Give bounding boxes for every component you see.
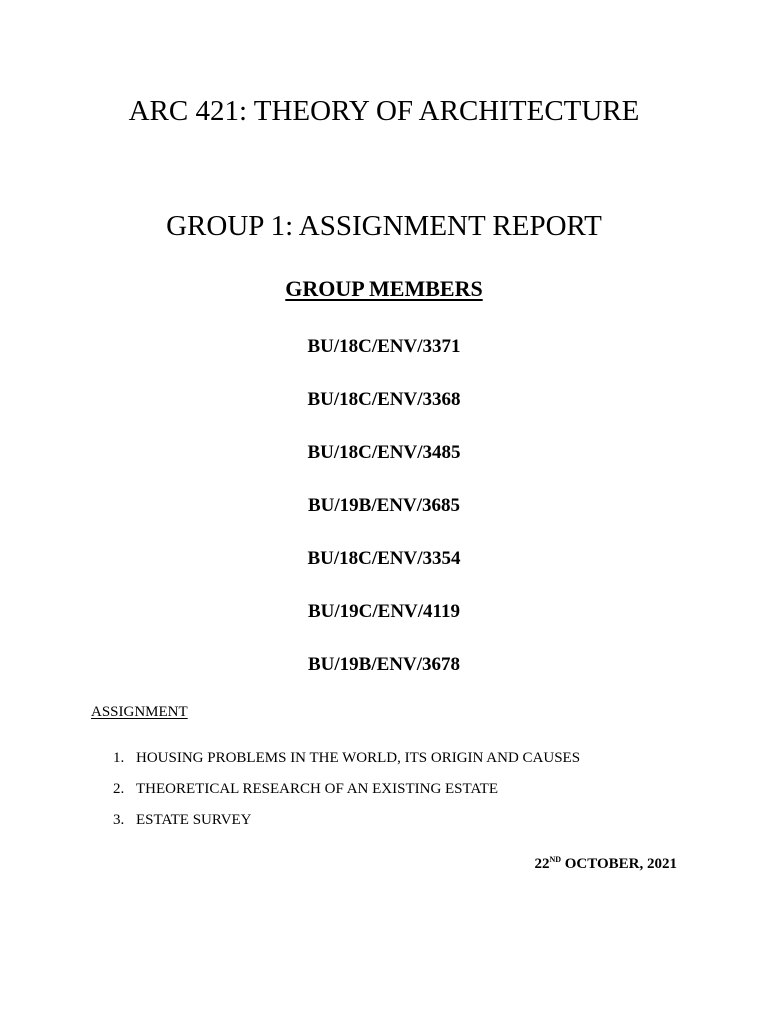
task-text: HOUSING PROBLEMS IN THE WORLD, ITS ORIGIN AND CAUSES <box>136 750 581 766</box>
task-number: 2. <box>113 781 125 797</box>
member-id: BU/18C/ENV/3354 <box>307 548 461 569</box>
course-title: ARC 421: THEORY OF ARCHITECTURE <box>128 95 640 127</box>
task-item <box>113 810 252 830</box>
task-text: THEORETICAL RESEARCH OF AN EXISTING ESTATE <box>136 781 498 797</box>
report-title: GROUP 1: ASSIGNMENT REPORT <box>166 210 602 242</box>
member-id: BU/19C/ENV/4119 <box>307 601 461 622</box>
member-id: BU/18C/ENV/3368 <box>307 389 461 410</box>
date-suffix: ND <box>549 855 561 864</box>
task-item <box>113 779 498 799</box>
task-text: ESTATE SURVEY <box>136 812 252 828</box>
member-id: BU/19B/ENV/3678 <box>307 654 461 675</box>
task-number: 3. <box>113 812 125 828</box>
member-id: BU/18C/ENV/3371 <box>307 336 461 357</box>
task-number: 1. <box>113 750 125 766</box>
report-date <box>534 855 677 873</box>
assignment-label: ASSIGNMENT <box>91 704 188 720</box>
members-heading: GROUP MEMBERS <box>285 276 483 301</box>
member-id: BU/18C/ENV/3485 <box>307 442 461 463</box>
task-item <box>113 748 580 768</box>
date-day: 22 <box>534 856 550 872</box>
member-id: BU/19B/ENV/3685 <box>307 495 461 516</box>
date-rest: OCTOBER, 2021 <box>561 856 677 872</box>
